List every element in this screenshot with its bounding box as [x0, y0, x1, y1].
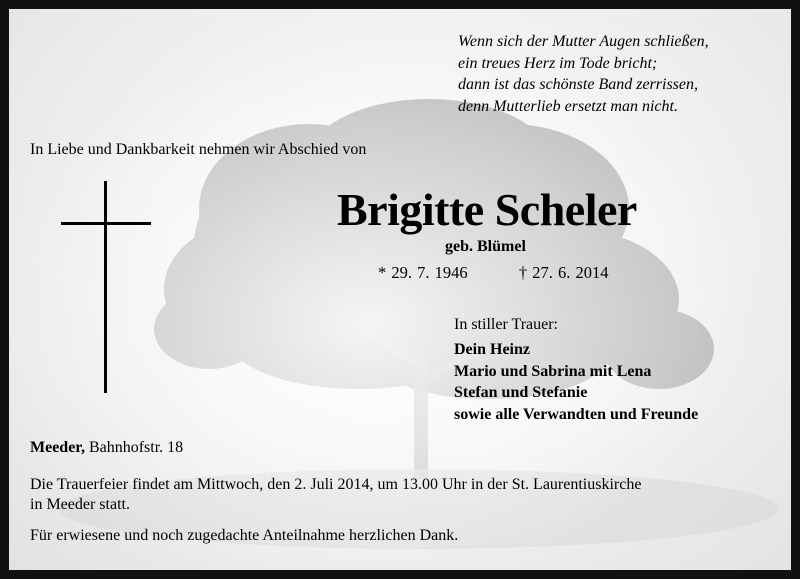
birth-name: geb. Blümel — [445, 238, 526, 255]
poem-line: Wenn sich der Mutter Augen schließen, — [458, 33, 709, 50]
life-dates — [378, 263, 609, 283]
address-street: Bahnhofstr. 18 — [88, 439, 184, 456]
mourners-list — [454, 339, 698, 425]
mourner-entry: Stefan und Stefanie — [454, 384, 588, 401]
birth-date: * 29. 7. 1946 — [378, 263, 468, 282]
poem-line: denn Mutterlieb ersetzt man nicht. — [458, 97, 678, 115]
mourner-entry: Mario und Sabrina mit Lena — [454, 362, 652, 380]
intro-text: In Liebe und Dankbarkeit nehmen wir Abschied von — [30, 141, 367, 158]
mourner-entry: Dein Heinz — [454, 341, 530, 358]
address-town: Meeder, — [30, 439, 85, 456]
service-line: in Meeder statt. — [30, 496, 130, 513]
poem-line: dann ist das schönste Band zerrissen, — [458, 76, 698, 93]
family-address — [30, 439, 183, 457]
mourner-entry: sowie alle Verwandten und Freunde — [454, 405, 699, 423]
service-line: Die Trauerfeier findet am Mittwoch, den 2. Juli 2014, um 13.00 Uhr in der St. Laurentiuskirche — [30, 476, 642, 493]
death-date: † 27. 6. 2014 — [518, 263, 609, 282]
cross-icon — [61, 181, 151, 393]
deceased-name: Brigitte Scheler — [337, 184, 637, 235]
mourners-label: In stiller Trauer: — [454, 316, 558, 333]
poem-line: ein treues Herz im Tode bricht; — [458, 54, 658, 72]
thanks-text: Für erwiesene und noch zugedachte Anteilnahme herzlichen Dank. — [30, 527, 459, 544]
poem — [458, 31, 709, 117]
funeral-service-info — [30, 475, 641, 515]
